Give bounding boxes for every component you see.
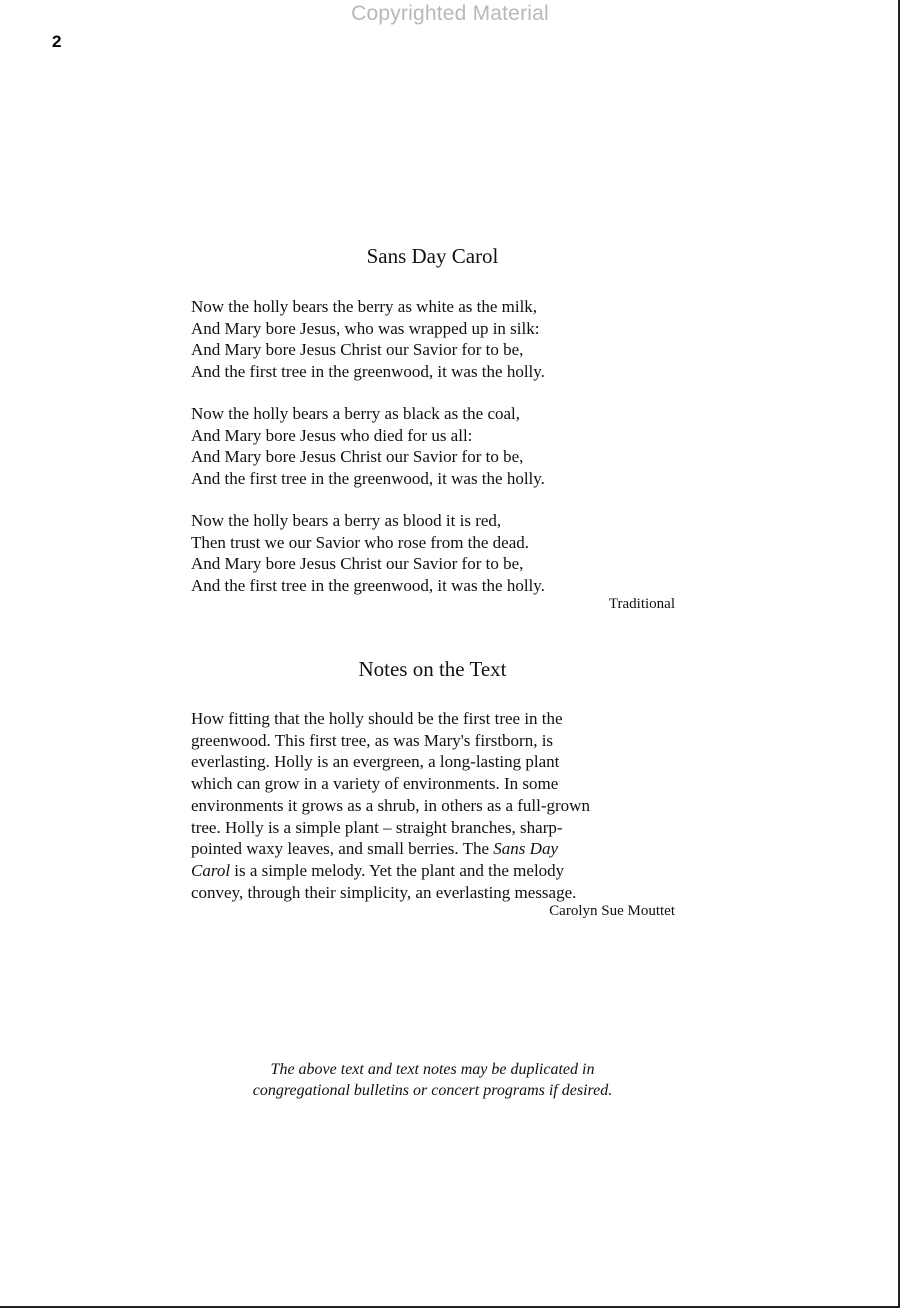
stanza-line: And the first tree in the greenwood, it was the holly. (191, 468, 545, 488)
carol-attribution: Traditional (608, 596, 675, 612)
stanza-line: And Mary bore Jesus Christ our Savior for to be, (191, 340, 524, 359)
carol-stanza-2 (191, 403, 691, 489)
notes-line: which can grow in a variety of environments. In some (191, 774, 559, 794)
notes-author: Carolyn Sue Mouttet (549, 903, 675, 919)
stanza-line: Then trust we our Savior who rose from the dead. (191, 532, 530, 552)
notes-title: Notes on the Text (358, 657, 507, 681)
notes-line: environments it grows as a shrub, in others as a full-grown (191, 795, 590, 815)
notes-line: tree. Holly is a simple plant – straight branches, sharp- (191, 817, 563, 837)
stanza-line: And Mary bore Jesus Christ our Savior for to be, (191, 447, 524, 466)
page-number: 2 (52, 32, 62, 51)
notes-text: is a simple melody. Yet the plant and the melody (230, 860, 565, 880)
stanza-line: Now the holly bears a berry as blood it is red, (191, 511, 502, 530)
notice-line: congregational bulletins or concert programs if desired. (252, 1082, 613, 1099)
notes-line (191, 860, 691, 882)
notes-line: convey, through their simplicity, an everlasting message. (191, 882, 577, 902)
stanza-line: Now the holly bears the berry as white as the milk, (191, 297, 538, 316)
song-title-italic: Sans Day (493, 839, 558, 859)
stanza-line: And Mary bore Jesus Christ our Savior for to be, (191, 554, 524, 573)
stanza-line: And the first tree in the greenwood, it was the holly. (191, 575, 545, 595)
notice-line: The above text and text notes may be duplicated in (270, 1061, 595, 1078)
notes-line (191, 838, 691, 860)
notes-line: How fitting that the holly should be the first tree in the (191, 709, 563, 728)
stanza-line: And Mary bore Jesus, who was wrapped up in silk: (191, 318, 540, 338)
notes-line: everlasting. Holly is an evergreen, a long-lasting plant (191, 752, 560, 772)
stanza-line: And the first tree in the greenwood, it was the holly. (191, 361, 545, 381)
copyright-watermark: Copyrighted Material (351, 2, 549, 25)
song-title-italic: Carol (191, 860, 231, 880)
carol-stanza-1 (191, 296, 691, 382)
duplication-notice (0, 1059, 865, 1101)
notes-line: greenwood. This first tree, as was Mary's firstborn, is (191, 730, 554, 750)
notes-body (191, 708, 691, 903)
carol-title: Sans Day Carol (366, 244, 499, 268)
stanza-line: And Mary bore Jesus who died for us all: (191, 425, 473, 445)
notes-text: pointed waxy leaves, and small berries. The (191, 839, 494, 859)
carol-stanza-3 (191, 510, 691, 596)
stanza-line: Now the holly bears a berry as black as the coal, (191, 404, 521, 423)
